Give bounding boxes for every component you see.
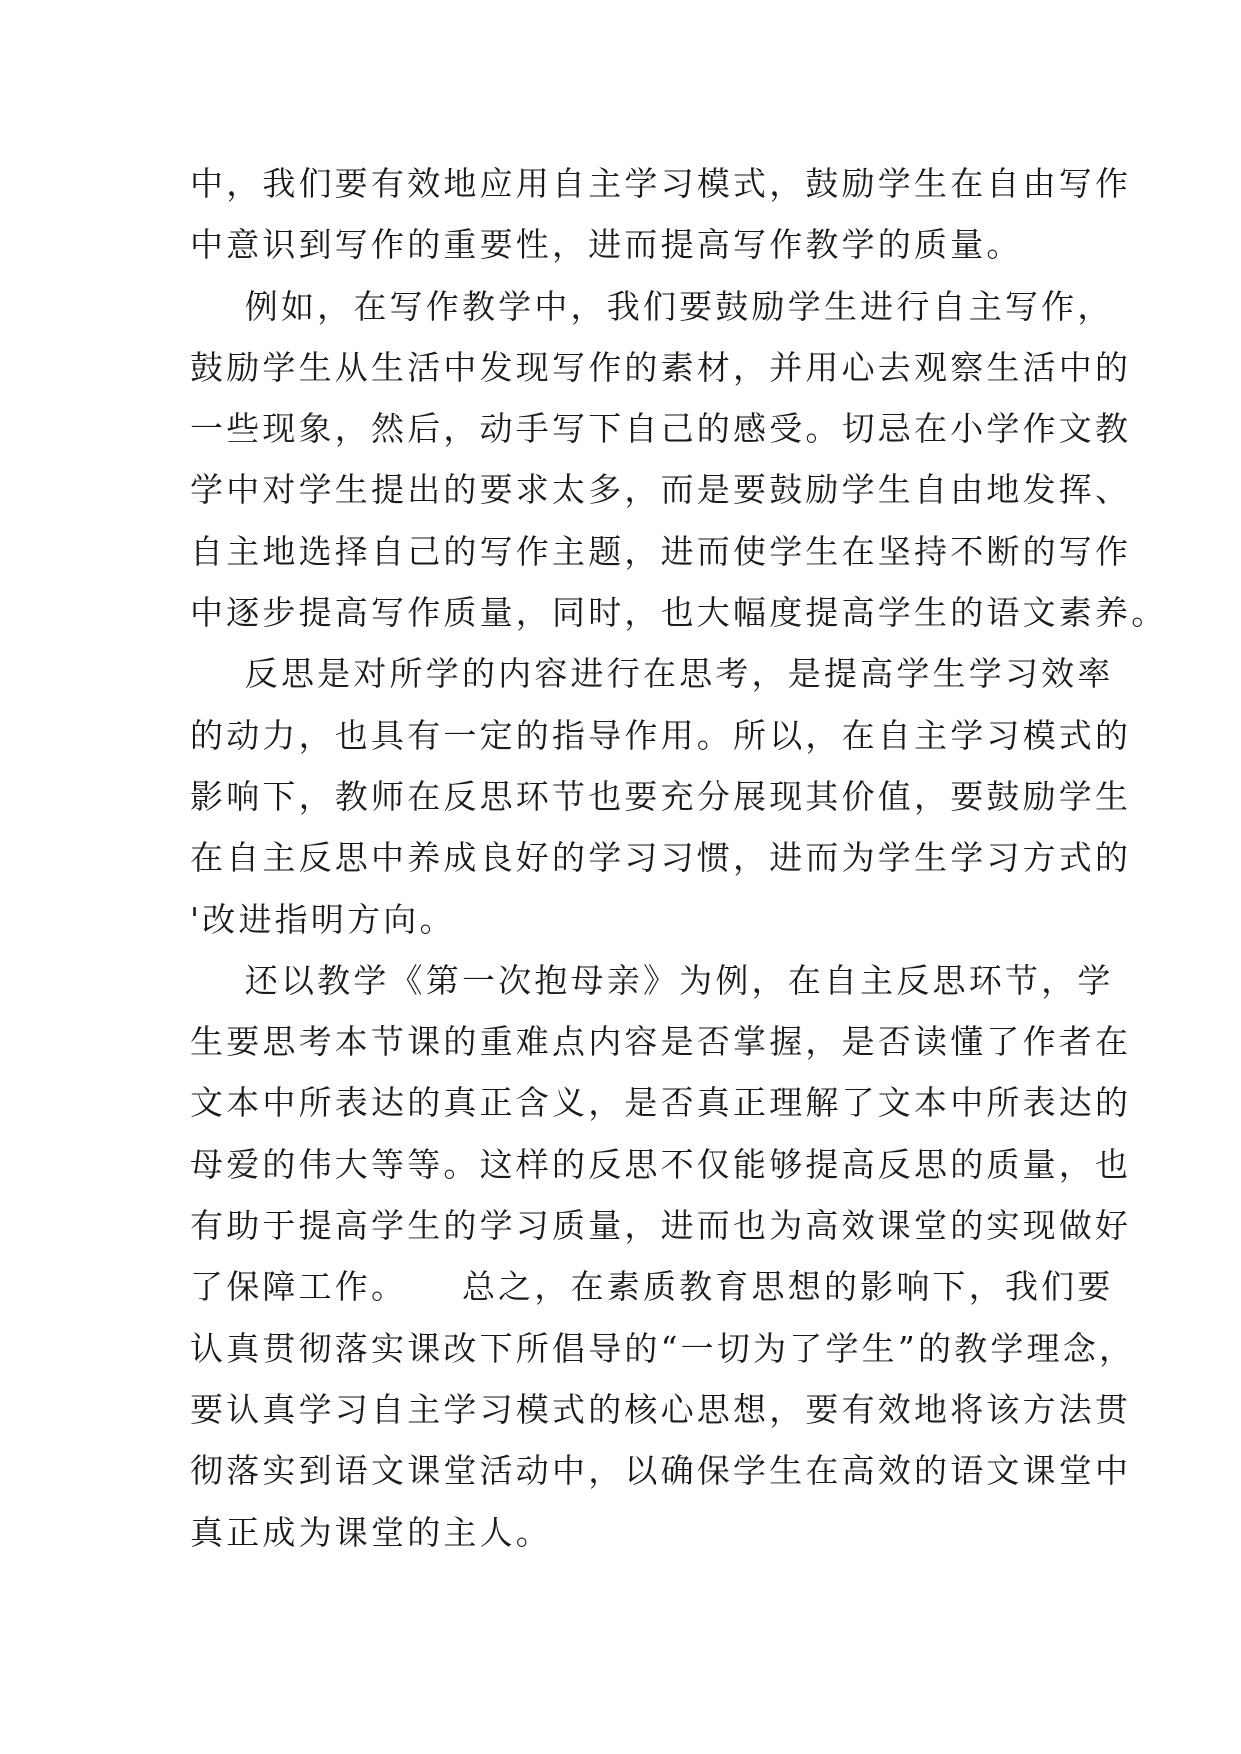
text-line: 中，我们要有效地应用自主学习模式，鼓励学生在自由写作 <box>190 164 1132 203</box>
text-line: '改进指明方向。 <box>190 899 456 939</box>
text-line: 生要思考本节课的重难点内容是否掌握，是否读懂了作者在 <box>190 1022 1132 1062</box>
text-line: 有助于提高学生的学习质量，进而也为高效课堂的实现做好 <box>190 1206 1132 1246</box>
text-line: 学中对学生提出的要求太多，而是要鼓励学生自由地发挥、 <box>190 470 1132 510</box>
text-line: 中逐步提高写作质量，同时，也大幅度提高学生的语文素养。 <box>190 593 1168 633</box>
text-line: 鼓励学生从生活中发现写作的素材，并用心去观察生活中的 <box>190 347 1132 387</box>
text-line: 的动力，也具有一定的指导作用。所以，在自主学习模式的 <box>190 715 1132 755</box>
text-line: 一些现象，然后，动手写下自己的感受。切忌在小学作文教 <box>190 409 1132 449</box>
text-line: 影响下，教师在反思环节也要充分展现其价值，要鼓励学生 <box>190 776 1132 816</box>
body-text <box>190 153 1168 1563</box>
text-line: 要认真学习自主学习模式的核心思想，要有效地将该方法贯 <box>190 1389 1132 1429</box>
text-line: 中意识到写作的重要性，进而提高写作教学的质量。 <box>190 225 1023 265</box>
text-line: 反思是对所学的内容进行在思考，是提高学生学习效率 <box>190 654 1114 694</box>
text-line: 母爱的伟大等等。这样的反思不仅能够提高反思的质量，也 <box>190 1144 1132 1184</box>
text-line: 例如，在写作教学中，我们要鼓励学生进行自主写作， <box>190 286 1114 326</box>
text-line: 自主地选择自己的写作主题，进而使学生在坚持不断的写作 <box>190 531 1132 571</box>
text-line: 还以教学《第一次抱母亲》为例，在自主反思环节，学 <box>190 960 1114 1000</box>
text-line: 在自主反思中养成良好的学习习惯，进而为学生学习方式的 <box>190 838 1132 878</box>
text-line: 真正成为课堂的主人。 <box>190 1512 552 1552</box>
text-line: 认真贯彻落实课改下所倡导的“一切为了学生”的教学理念， <box>190 1328 1136 1368</box>
text-line: 文本中所表达的真正含义，是否真正理解了文本中所表达的 <box>190 1083 1132 1123</box>
text-line: 了保障工作。 总之，在素质教育思想的影响下，我们要 <box>190 1267 1114 1307</box>
text-line: 彻落实到语文课堂活动中，以确保学生在高效的语文课堂中 <box>190 1451 1132 1491</box>
